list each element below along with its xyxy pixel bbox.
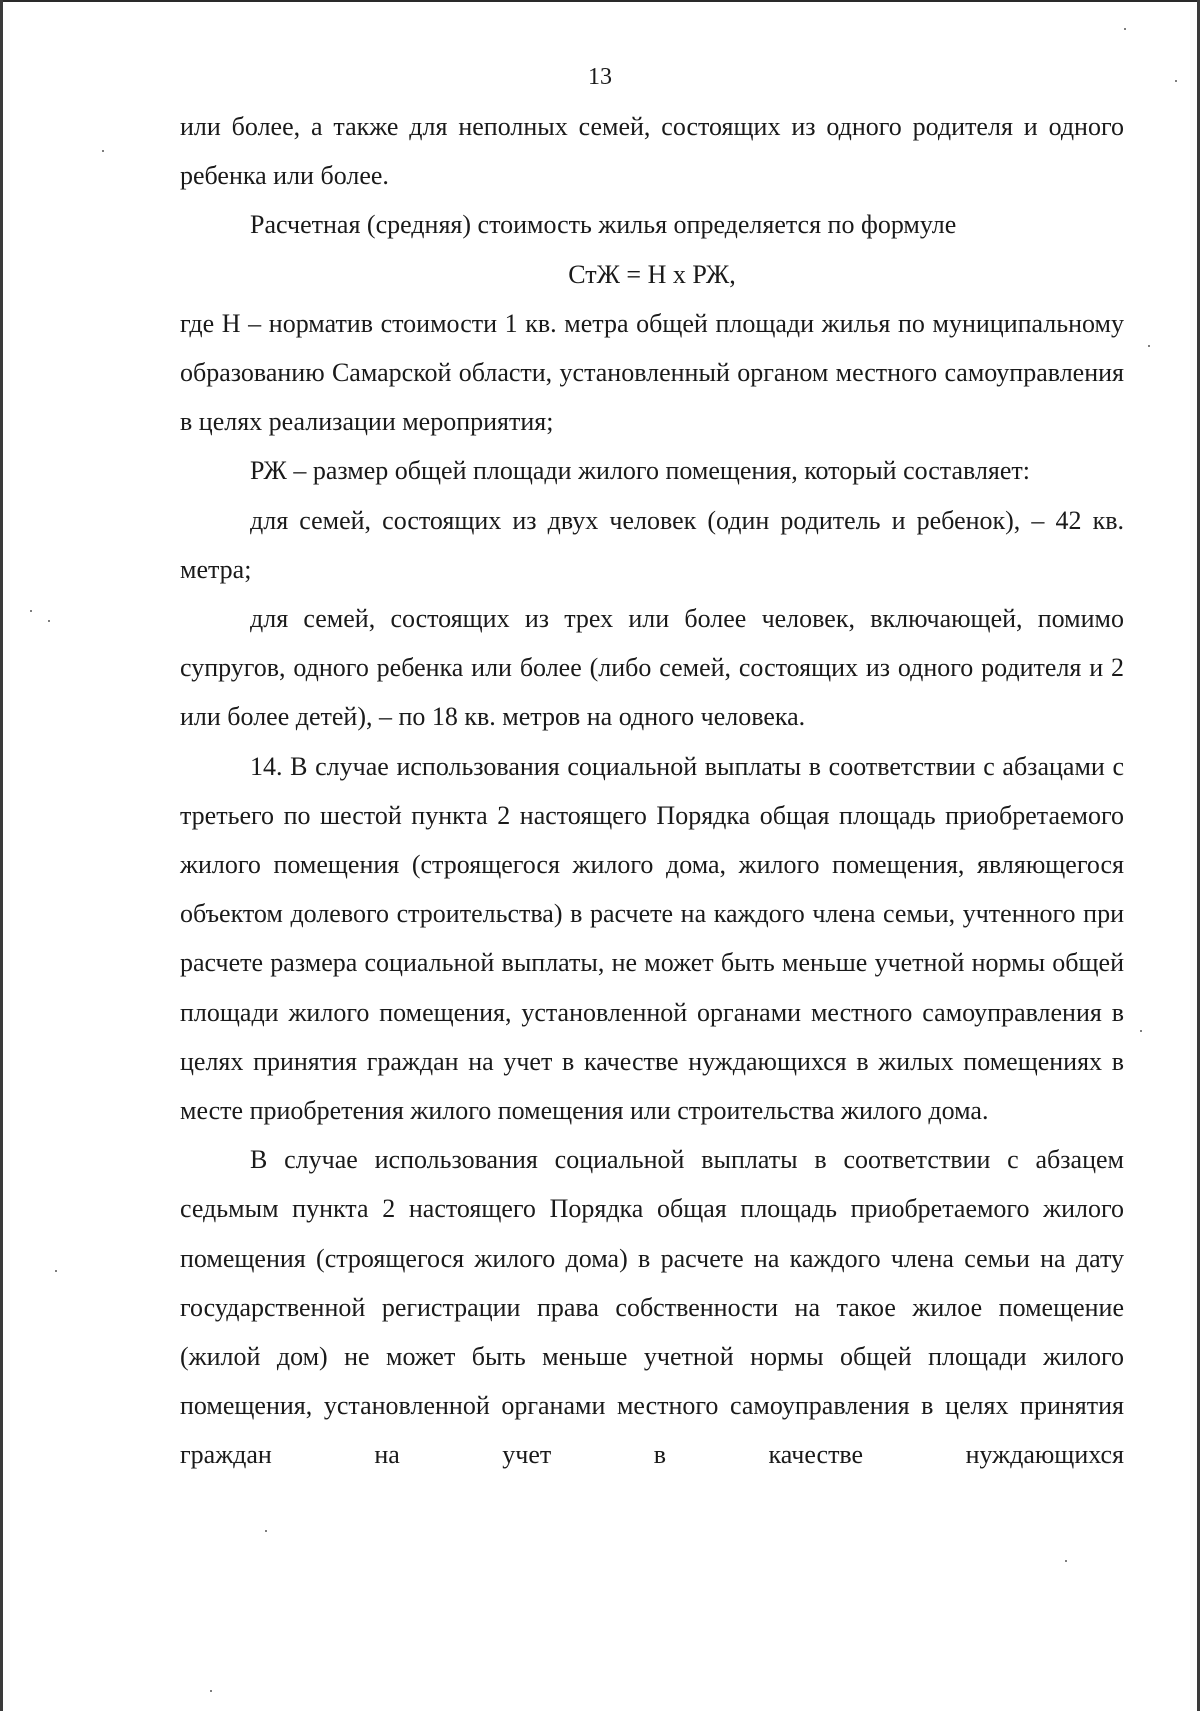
paragraph-continuation: или более, а также для неполных семей, состоящих из одного родителя и одного ребенка или более. [180,112,1124,191]
paragraph-two-persons: для семей, состоящих из двух человек (один родитель и ребенок), – 42 кв. метра; [180,505,1124,584]
scan-speck [265,1530,267,1532]
document-body [180,102,1124,1480]
paragraph-three-or-more: для семей, состоящих из трех или более человек, включающей, помимо супругов, одного ребенка или более (либо семей, состоящих из одного родителя и 2 или более детей), – по 18 кв. метров на одного человека. [180,604,1124,732]
paragraph-item-14-second: В случае использования социальной выплаты в соответствии с абзацем седьмым пункта 2 настоящего Порядка общая площадь приобретаемого жилого помещения (строящегося жилого дома) в расчете на каждого члена семьи на дату государственной регистрации права собственности на такое жилое помещение (жилой дом) не может быть меньше учетной нормы общей площади жилого помещения, установленной органами местного самоуправления в целях принятия граждан на учет в качестве нуждающихся [180,1145,1124,1470]
scan-speck [210,1690,212,1692]
scan-speck [1065,1560,1067,1562]
paragraph-where: где Н – норматив стоимости 1 кв. метра общей площади жилья по муниципальному образованию Самарской области, установленный органом местного самоуправления в целях реализации мероприятия; [180,308,1124,437]
scan-speck [1148,345,1150,347]
scan-speck [55,1270,57,1272]
scan-speck [102,150,104,152]
paragraph-item-14: 14. В случае использования социальной выплаты в соответствии с абзацами с третьего по шестой пункта 2 настоящего Порядка общая площадь приобретаемого жилого помещения (строящегося жилого дома, жилого помещения, являющегося объектом долевого строительства) в расчете на каждого члена семьи, учтенного при расчете размера социальной выплаты, не может быть меньше учетной нормы общей площади жилого помещения, установленной органами местного самоуправления в целях принятия граждан на учет в качестве нуждающихся в жилых помещениях в месте приобретения жилого помещения или строительства жилого дома. [180,751,1124,1126]
page-number: 13 [588,64,612,90]
scan-speck [30,610,32,612]
scan-left-edge [0,0,3,1711]
scan-speck [1140,1030,1142,1032]
paragraph-rzh-definition: РЖ – размер общей площади жилого помещения, который составляет: [250,456,1031,486]
formula: СтЖ = Н х РЖ, [568,259,736,289]
scan-speck [48,620,50,622]
scan-speck [1124,28,1126,30]
scan-top-edge [0,0,1200,2]
paragraph-formula-intro: Расчетная (средняя) стоимость жилья определяется по формуле [250,210,957,240]
